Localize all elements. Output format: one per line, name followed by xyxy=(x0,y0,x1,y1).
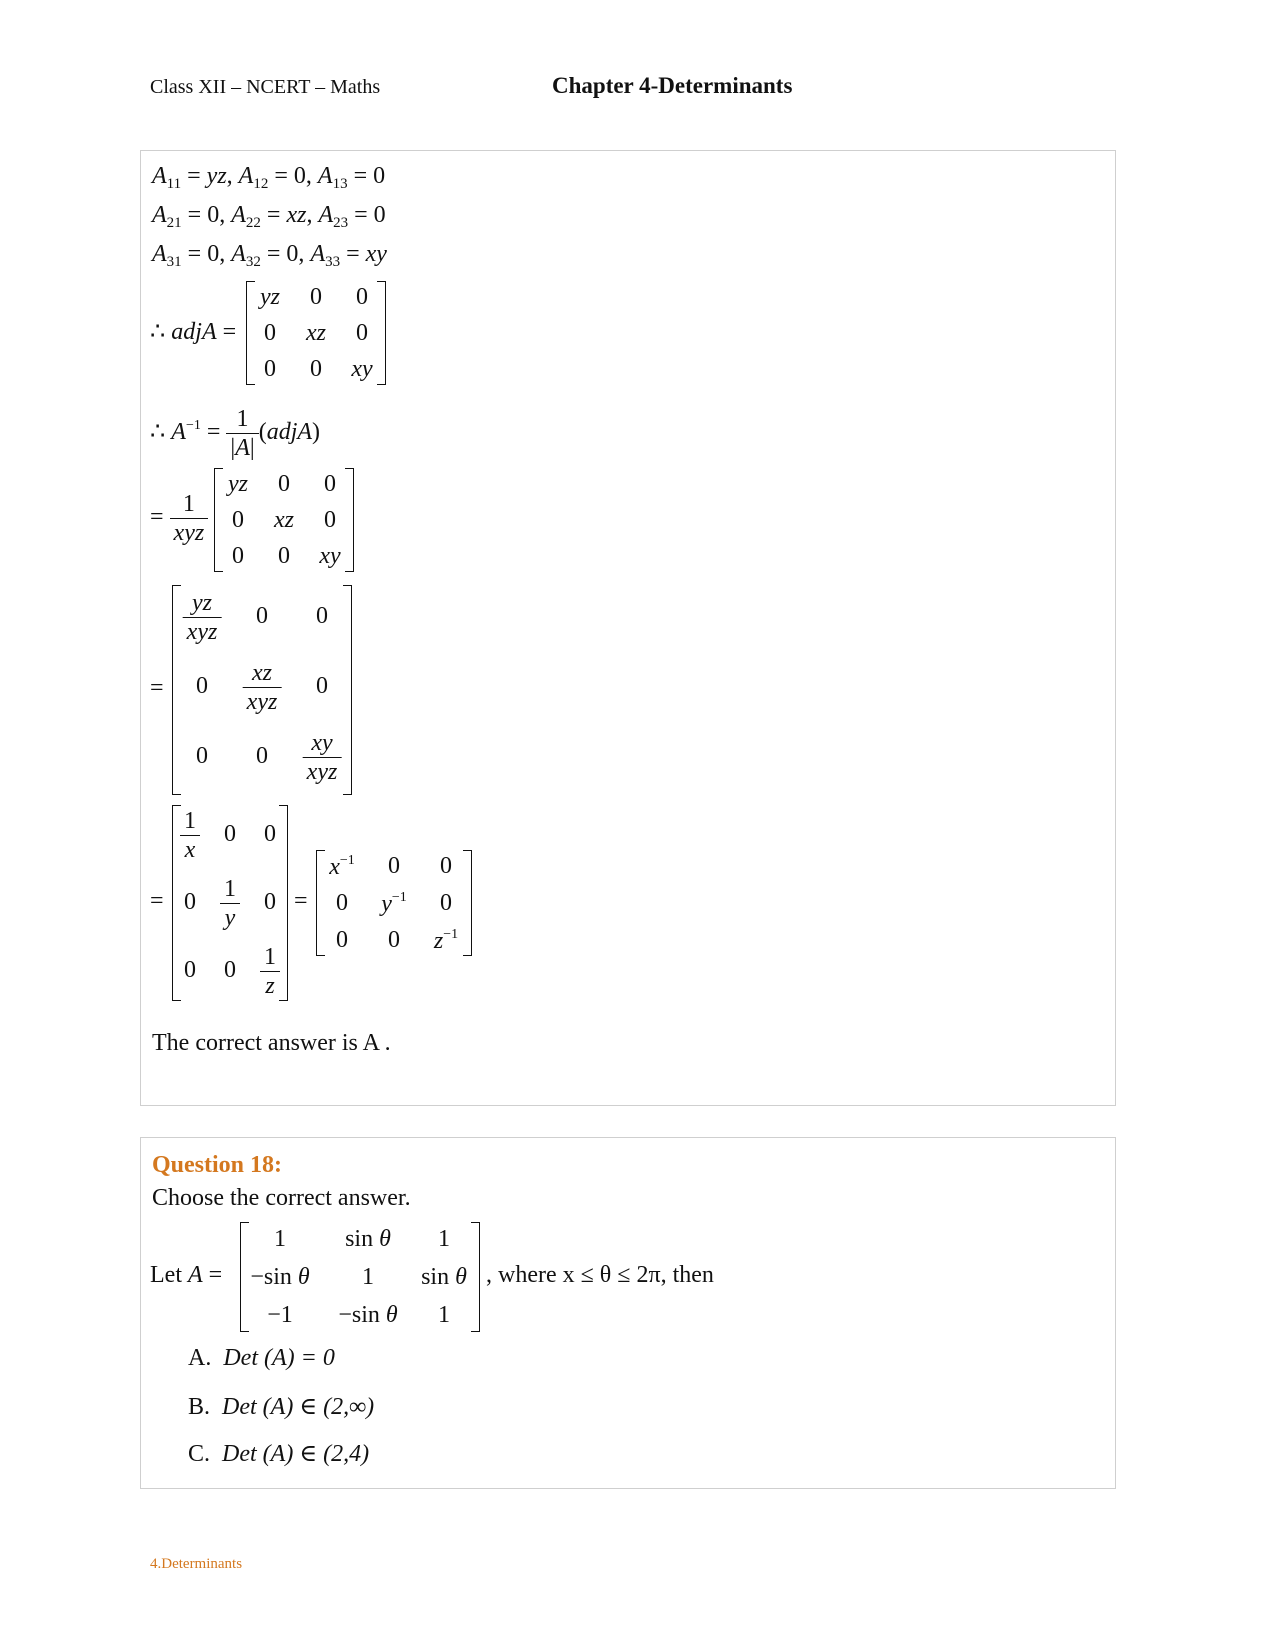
question-prompt: Choose the correct answer. xyxy=(152,1185,411,1211)
fraction-matrix: $\frac{yz}{\text{xyz}}$ 0 0 0 $\frac{xz}{\text{xyz}}$ 0 0 0 $\frac{xy}{\text{xyz}}$ xyxy=(172,585,352,795)
footer-chapter-label: 4.Determinants xyxy=(150,1556,243,1572)
header-chapter-title: Chapter 4-Determinants xyxy=(552,73,793,98)
equals-sign-1: = xyxy=(150,675,164,701)
equals-sign-2: = xyxy=(150,888,164,914)
inverse-formula: ∴ $A^{-1}$ = $\frac{1}{|A|}$ (adjA) xyxy=(150,406,321,461)
cofactor-row-3: $A_{31} = 0$, $A_{32} = 0$, $A_{33}$ = xy xyxy=(152,241,387,270)
power-matrix: $x^{-1}$ 0 0 0 $y^{-1}$ 0 0 0 $z^{-1}$ xyxy=(316,850,472,956)
adj-label: ∴ adjA = xyxy=(150,319,237,345)
question-matrix: 1 sin θ 1 −sin θ 1 sin θ −1 −sin θ 1 xyxy=(240,1222,480,1332)
equals-sign-3: = xyxy=(294,888,308,914)
header-class-label: Class XII – NCERT – Maths xyxy=(150,76,381,98)
scaled-matrix: yz 0 0 0 xz 0 0 0 xy xyxy=(214,468,354,572)
let-label: Let A = xyxy=(150,1262,223,1288)
adj-matrix: yz 0 0 0 xz 0 0 0 xy xyxy=(246,281,386,385)
question-title: Question 18: xyxy=(152,1152,283,1178)
option-b: B. Det (A) ∈ (2,∞) xyxy=(188,1394,375,1420)
cofactor-row-1: $A_{11}$ = yz, $A_{12} = 0$, $A_{13} = 0$ xyxy=(152,163,386,192)
correct-answer-text: The correct answer is A . xyxy=(152,1030,391,1056)
condition-text: , where x ≤ θ ≤ 2π, then xyxy=(486,1262,714,1288)
option-c: C. Det (A) ∈ (2,4) xyxy=(188,1441,370,1467)
scaled-prefix: = $\frac{1}{\text{xyz}}$ xyxy=(150,490,208,547)
option-a: A. Det (A) = 0 xyxy=(188,1345,335,1371)
reciprocal-matrix: $\frac{1}{x}$ 0 0 0 $\frac{1}{y}$ 0 0 0 $\frac{1}{z}$ xyxy=(172,805,288,1001)
cofactor-row-2: $A_{21} = 0$, $A_{22}$ = xz, $A_{23} = 0$ xyxy=(152,202,386,231)
